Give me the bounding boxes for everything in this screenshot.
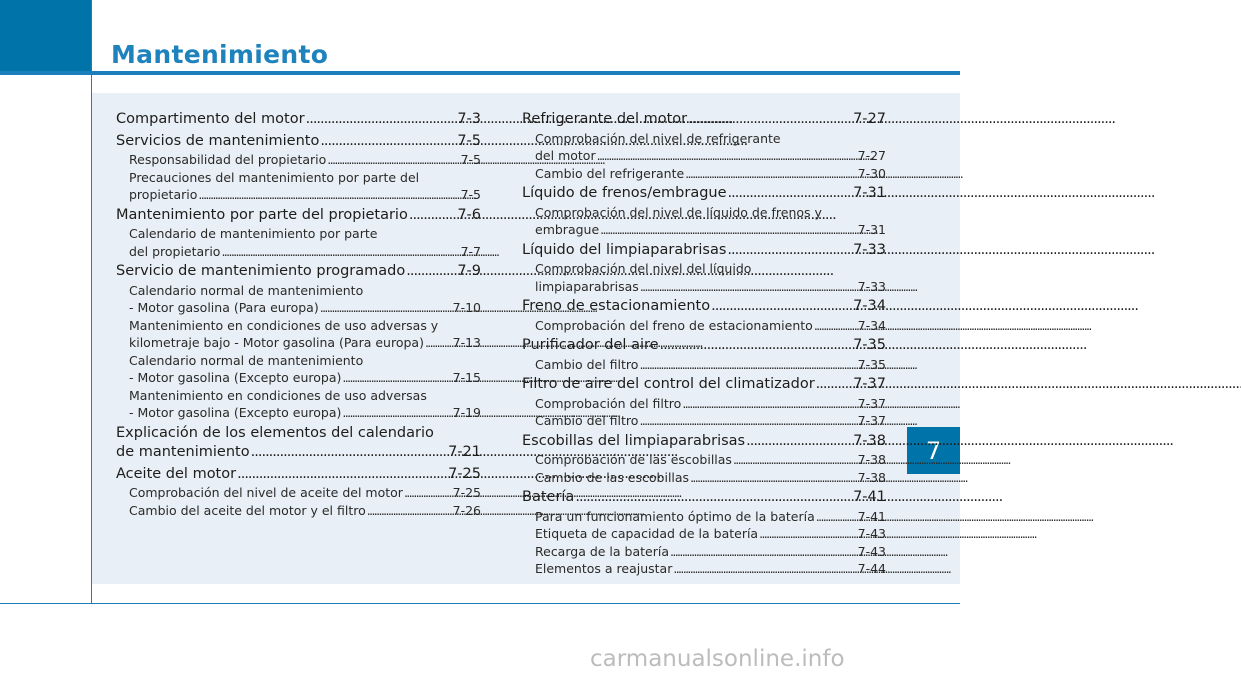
dot-leader xyxy=(673,560,856,578)
dot-leader xyxy=(639,412,856,430)
page-number: 7-31 xyxy=(857,222,886,237)
toc-subentry[interactable] xyxy=(522,451,886,469)
toc-row xyxy=(535,543,886,561)
page-number: 7-15 xyxy=(452,370,481,385)
toc-row xyxy=(129,369,481,387)
page-number: 7-3 xyxy=(457,111,481,127)
toc-entry-title: Refrigerante del motor xyxy=(522,111,688,127)
left-margin-line xyxy=(91,0,92,603)
dot-leader xyxy=(711,297,852,317)
chapter-number: 7 xyxy=(925,436,942,465)
toc-column-right xyxy=(522,108,886,578)
dot-leader xyxy=(320,132,456,152)
toc-row xyxy=(535,451,886,469)
toc-entry[interactable] xyxy=(522,375,886,430)
toc-column-left xyxy=(116,108,481,519)
dot-leader xyxy=(733,451,857,469)
toc-subentry-line: Cambio de las escobillas xyxy=(535,469,690,485)
page-number: 7-41 xyxy=(853,489,886,505)
toc-entry-title: Líquido de frenos/embrague xyxy=(522,185,727,201)
toc-subentry[interactable] xyxy=(522,356,886,374)
toc-row xyxy=(522,488,886,508)
dot-leader xyxy=(670,543,857,561)
page-number: 7-43 xyxy=(857,526,886,541)
toc-subentry-line: Comprobación del nivel de líquido de frenos y xyxy=(535,204,822,220)
toc-subentry-line: Comprobación del freno de estacionamiento xyxy=(535,317,813,333)
dot-leader xyxy=(682,395,856,413)
toc-subentry-line: Mantenimiento en condiciones de uso adversas xyxy=(129,387,427,403)
page-number: 7-34 xyxy=(857,317,886,333)
toc-subentry[interactable] xyxy=(522,543,886,561)
toc-row xyxy=(535,412,886,430)
toc-subentry[interactable] xyxy=(522,395,886,413)
dot-leader xyxy=(746,432,852,452)
page-number: 7-30 xyxy=(857,165,886,181)
toc-subentry-line: limpiaparabrisas xyxy=(535,278,639,294)
toc-entry[interactable] xyxy=(522,297,886,334)
dot-leader xyxy=(367,502,452,520)
dot-leader xyxy=(575,488,852,508)
toc-row xyxy=(116,443,481,463)
page-number: 7-37 xyxy=(857,413,886,428)
toc-row xyxy=(535,560,886,578)
toc-row xyxy=(535,525,886,543)
toc-row xyxy=(535,469,886,487)
page-number: 7-6 xyxy=(457,206,481,223)
toc-subentry-line: - Motor gasolina (Excepto europa) xyxy=(129,405,342,420)
toc-subentry-line: Recarga de la batería xyxy=(535,543,669,559)
toc-row xyxy=(116,132,481,152)
toc-subentry-line: kilometraje bajo - Motor gasolina (Para europa) xyxy=(129,335,424,350)
page-number: 7-44 xyxy=(857,561,886,576)
toc-entry[interactable] xyxy=(116,110,481,130)
toc-entry[interactable] xyxy=(116,465,481,520)
page-number: 7-43 xyxy=(857,543,886,559)
toc-subentry[interactable] xyxy=(116,317,481,352)
dot-leader xyxy=(690,469,857,487)
toc-row xyxy=(129,186,481,204)
toc-subentry-line: Cambio del refrigerante xyxy=(535,165,685,181)
toc-subentry[interactable] xyxy=(522,508,886,526)
toc-row xyxy=(129,243,481,261)
toc-row xyxy=(129,484,481,502)
toc-subentry-line: Para un funcionamiento óptimo de la batería xyxy=(535,508,815,524)
toc-entry-title: Filtro de aire del control del climatizador xyxy=(522,376,815,392)
page-number: 7-38 xyxy=(857,469,886,485)
toc-subentry[interactable] xyxy=(116,225,481,260)
dot-leader xyxy=(221,243,459,261)
toc-subentry-line: - Motor gasolina (Para europa) xyxy=(129,300,319,315)
toc-entry-title: Líquido del limpiaparabrisas xyxy=(522,241,727,258)
toc-subentry[interactable] xyxy=(116,352,481,387)
toc-entry[interactable] xyxy=(522,488,886,578)
toc-subentry[interactable] xyxy=(116,484,481,502)
toc-row xyxy=(129,404,481,422)
dot-leader xyxy=(404,484,452,502)
toc-row xyxy=(129,299,481,317)
toc-row xyxy=(116,465,481,485)
toc-entry[interactable] xyxy=(522,336,886,373)
page-number: 7-5 xyxy=(457,132,481,149)
toc-entry[interactable] xyxy=(522,110,886,182)
toc-subentry[interactable] xyxy=(522,130,886,165)
toc-entry-title: Mantenimiento por parte del propietario xyxy=(116,206,408,223)
page-number: 7-19 xyxy=(452,405,481,420)
page-title: Mantenimiento xyxy=(111,40,329,69)
dot-leader xyxy=(237,465,447,485)
toc-subentry[interactable] xyxy=(522,469,886,487)
dot-leader xyxy=(320,299,452,317)
toc-row xyxy=(116,110,481,130)
dot-leader xyxy=(816,508,857,526)
toc-subentry-line: del propietario xyxy=(129,243,221,259)
dot-leader xyxy=(660,336,853,356)
page-number: 7-38 xyxy=(853,432,886,449)
toc-entry-title: Servicios de mantenimiento xyxy=(116,132,320,149)
page-number: 7-37 xyxy=(853,376,886,392)
dot-leader xyxy=(600,221,856,239)
toc-subentry-line: Comprobación del nivel de aceite del motor xyxy=(129,485,403,500)
toc-subentry-line: embrague xyxy=(535,222,600,237)
page-number: 7-25 xyxy=(448,465,481,482)
dot-leader xyxy=(816,375,852,395)
page-number: 7-37 xyxy=(857,395,886,411)
dot-leader xyxy=(409,206,456,226)
page-number: 7-31 xyxy=(853,185,886,201)
dot-leader xyxy=(425,334,452,352)
toc-entry[interactable] xyxy=(116,424,481,463)
dot-leader xyxy=(406,262,456,282)
corner-color-block xyxy=(0,0,92,71)
toc-subentry[interactable] xyxy=(522,260,886,295)
toc-subentry-line: Cambio del filtro xyxy=(535,356,639,372)
toc-subentry-line: Precauciones del mantenimiento por parte del xyxy=(129,169,420,185)
toc-row xyxy=(129,502,481,520)
toc-row xyxy=(129,151,481,169)
dot-leader xyxy=(814,317,857,335)
toc-subentry-line: Etiqueta de capacidad de la batería xyxy=(535,526,759,541)
toc-subentry-line: Calendario de mantenimiento por parte xyxy=(129,226,378,241)
bottom-rule xyxy=(0,603,960,604)
toc-subentry[interactable] xyxy=(522,165,886,183)
toc-row xyxy=(129,334,481,352)
page-number: 7-27 xyxy=(857,148,886,163)
dot-leader xyxy=(688,110,852,130)
toc-subentry-line: Comprobación del nivel de refrigerante xyxy=(535,130,781,146)
toc-subentry[interactable] xyxy=(522,317,886,335)
toc-entry-title: Freno de estacionamiento xyxy=(522,298,711,314)
page-number: 7-27 xyxy=(853,111,886,127)
toc-subentry-line: Mantenimiento en condiciones de uso adversas y xyxy=(129,317,439,333)
toc-entry[interactable] xyxy=(522,241,886,296)
toc-row xyxy=(535,165,886,183)
dot-leader xyxy=(198,186,459,204)
toc-row xyxy=(116,206,481,226)
toc-entry[interactable] xyxy=(116,132,481,204)
toc-row xyxy=(535,508,886,526)
page-number: 7-33 xyxy=(857,278,886,294)
toc-subentry[interactable] xyxy=(522,560,886,578)
toc-subentry[interactable] xyxy=(522,204,886,239)
dot-leader xyxy=(728,184,853,204)
toc-row xyxy=(116,262,481,282)
toc-entry-title-line: Explicación de los elementos del calendario xyxy=(116,424,434,441)
toc-entry-title-line: de mantenimiento xyxy=(116,444,250,460)
page-number: 7-21 xyxy=(448,444,481,460)
toc-subentry-line: Cambio del aceite del motor y el filtro xyxy=(129,502,366,518)
toc-entry-title: Compartimento del motor xyxy=(116,111,305,127)
dot-leader xyxy=(251,443,447,463)
toc-subentry[interactable] xyxy=(522,525,886,543)
page-number: 7-34 xyxy=(853,298,886,314)
toc-subentry-line: Comprobación del filtro xyxy=(535,395,682,411)
page-number: 7-7 xyxy=(460,243,481,259)
toc-subentry-line: Calendario normal de mantenimiento xyxy=(129,282,364,298)
toc-entry-title: Batería xyxy=(522,489,575,505)
toc-subentry[interactable] xyxy=(116,151,481,169)
page-number: 7-9 xyxy=(457,263,481,279)
toc-subentry-line: Responsabilidad del propietario xyxy=(129,152,327,167)
toc-subentry[interactable] xyxy=(522,412,886,430)
toc-subentry-line: Cambio del filtro xyxy=(535,413,639,428)
page-number: 7-26 xyxy=(452,502,481,518)
toc-row xyxy=(522,297,886,317)
toc-row xyxy=(522,241,886,261)
dot-leader xyxy=(685,165,856,183)
toc-subentry-line: Elementos a reajustar xyxy=(535,561,673,576)
page-number: 7-25 xyxy=(452,485,481,500)
toc-row xyxy=(535,278,886,296)
dot-leader xyxy=(306,110,457,130)
title-underline xyxy=(0,71,960,75)
page-number: 7-5 xyxy=(460,187,481,202)
page-number: 7-38 xyxy=(857,452,886,467)
dot-leader xyxy=(759,525,857,543)
toc-row xyxy=(535,221,886,239)
toc-subentry-line: propietario xyxy=(129,187,198,202)
toc-subentry-line: Calendario normal de mantenimiento xyxy=(129,352,364,368)
toc-entry-title: Purificador del aire xyxy=(522,337,659,353)
toc-row xyxy=(522,375,886,395)
watermark-text: carmanualsonline.info xyxy=(590,646,845,672)
dot-leader xyxy=(342,369,451,387)
page-number: 7-35 xyxy=(853,337,886,353)
toc-entry-title: Servicio de mantenimiento programado xyxy=(116,263,406,279)
toc-row xyxy=(535,317,886,335)
toc-row xyxy=(522,432,886,452)
toc-entry[interactable] xyxy=(116,206,481,261)
toc-row xyxy=(522,110,886,130)
page-number: 7-41 xyxy=(857,508,886,524)
page-number: 7-10 xyxy=(452,300,481,315)
dot-leader xyxy=(342,404,451,422)
toc-entry-title: Escobillas del limpiaparabrisas xyxy=(522,432,746,449)
toc-subentry-line: Comprobación del nivel del líquido xyxy=(535,261,752,276)
dot-leader xyxy=(640,278,857,296)
page-number: 7-5 xyxy=(460,152,481,167)
dot-leader xyxy=(327,151,459,169)
page-number: 7-13 xyxy=(452,335,481,350)
toc-row xyxy=(522,336,886,356)
toc-entry[interactable] xyxy=(116,262,481,422)
page-number: 7-33 xyxy=(853,241,886,258)
dot-leader xyxy=(727,241,852,261)
toc-subentry-line: Comprobación de las escobillas xyxy=(535,452,732,467)
toc-row xyxy=(535,395,886,413)
toc-subentry-line: - Motor gasolina (Excepto europa) xyxy=(129,370,342,385)
toc-subentry[interactable] xyxy=(116,169,481,204)
toc-subentry[interactable] xyxy=(116,387,481,422)
toc-entry[interactable] xyxy=(522,184,886,239)
dot-leader xyxy=(597,147,857,165)
page-number: 7-35 xyxy=(857,356,886,372)
dot-leader xyxy=(639,356,856,374)
toc-subentry-line: del motor xyxy=(535,148,596,163)
toc-subentry[interactable] xyxy=(116,502,481,520)
toc-entry-title: Aceite del motor xyxy=(116,465,237,482)
toc-row xyxy=(522,184,886,204)
toc-subentry[interactable] xyxy=(116,282,481,317)
toc-row xyxy=(535,356,886,374)
toc-row xyxy=(535,147,886,165)
toc-entry[interactable] xyxy=(522,432,886,487)
